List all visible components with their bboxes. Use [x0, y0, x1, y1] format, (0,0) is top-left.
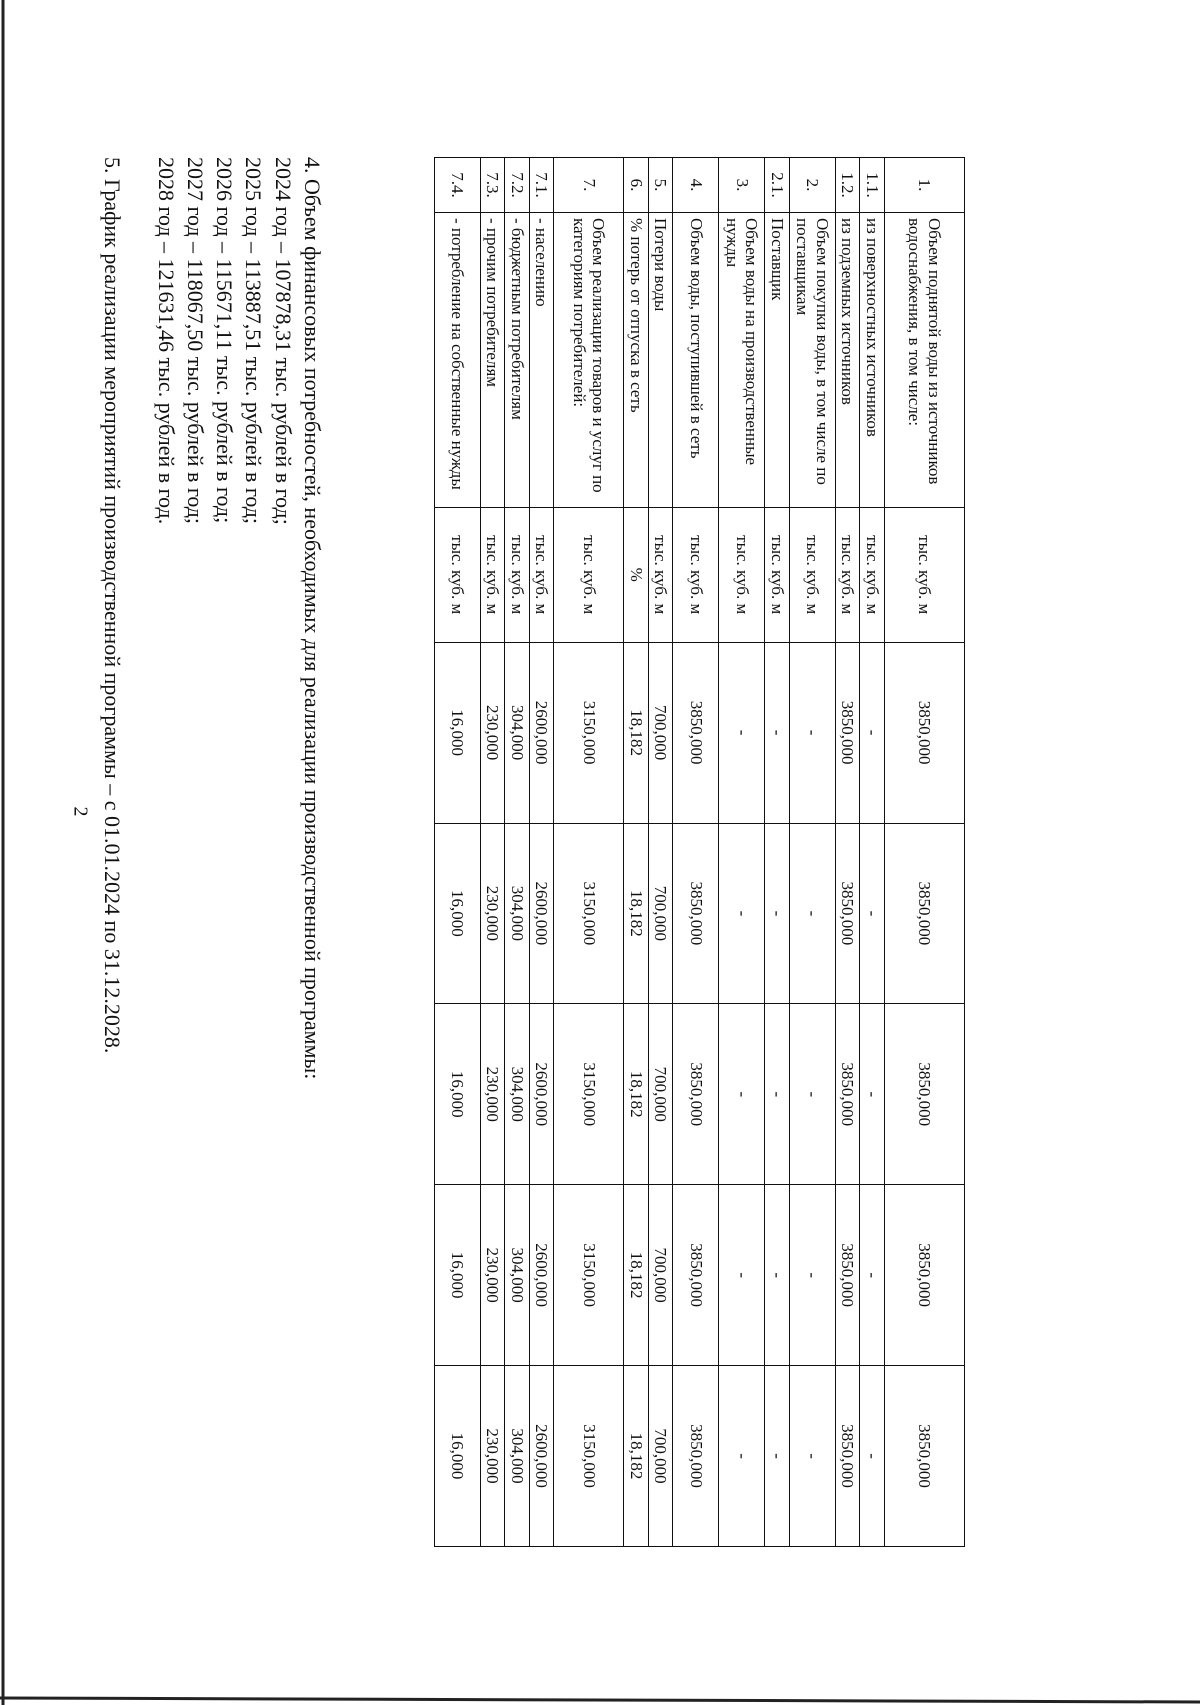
- row-value: -: [765, 642, 790, 823]
- row-name: Объем реализации товаров и услуг по категориям потребителей:: [554, 212, 624, 507]
- row-value: 304,000: [505, 1004, 530, 1185]
- row-name: Объем покупки воды, в том числе по поставщикам: [789, 212, 835, 507]
- row-name: из поверхностных источников: [860, 212, 885, 507]
- financial-line: 2028 год – 121631,46 тыс. рублей в год.: [153, 157, 179, 525]
- row-value: -: [765, 823, 790, 1004]
- row-value: 2600,000: [529, 1004, 554, 1185]
- row-value: 16,000: [434, 1185, 480, 1366]
- row-number: 7.: [554, 158, 624, 213]
- row-value: 230,000: [480, 1004, 505, 1185]
- row-name: Объем поднятой воды из источников водоснабжения, в том числе:: [885, 212, 965, 507]
- row-value: 2600,000: [529, 1185, 554, 1366]
- row-value: 3850,000: [673, 1185, 719, 1366]
- row-value: 18,182: [624, 1004, 649, 1185]
- financial-needs: [152, 157, 328, 1079]
- table-row: [835, 158, 860, 1547]
- row-value: 3850,000: [835, 1004, 860, 1185]
- row-name: % потерь от отпуска в сеть: [624, 212, 649, 507]
- row-value: 3150,000: [554, 823, 624, 1004]
- row-value: -: [860, 1004, 885, 1185]
- row-value: 18,182: [624, 642, 649, 823]
- row-value: 16,000: [434, 1004, 480, 1185]
- row-value: 700,000: [648, 1185, 673, 1366]
- row-value: -: [789, 1366, 835, 1547]
- row-number: 2.1.: [765, 158, 790, 213]
- row-value: 230,000: [480, 823, 505, 1004]
- row-value: 3150,000: [554, 1366, 624, 1547]
- row-value: 3850,000: [673, 642, 719, 823]
- row-unit: тыс. куб. м: [765, 507, 790, 642]
- row-value: 700,000: [648, 1366, 673, 1547]
- row-value: 700,000: [648, 642, 673, 823]
- table-row: [860, 158, 885, 1547]
- row-unit: тыс. куб. м: [719, 507, 765, 642]
- row-unit: тыс. куб. м: [434, 507, 480, 642]
- row-value: -: [789, 642, 835, 823]
- table-row: [673, 158, 719, 1547]
- financial-line: 2027 год – 118067,50 тыс. рублей в год;: [183, 157, 208, 524]
- row-number: 7.1.: [529, 158, 554, 213]
- row-number: 4.: [673, 158, 719, 213]
- row-unit: тыс. куб. м: [673, 507, 719, 642]
- row-value: 16,000: [434, 1366, 480, 1547]
- table-row: [505, 158, 530, 1547]
- row-value: 18,182: [624, 1185, 649, 1366]
- table-row: [648, 158, 673, 1547]
- row-value: 16,000: [434, 823, 480, 1004]
- row-value: 3150,000: [554, 1185, 624, 1366]
- row-name: - бюджетным потребителям: [505, 212, 530, 507]
- row-unit: тыс. куб. м: [554, 507, 624, 642]
- row-value: 700,000: [648, 823, 673, 1004]
- row-value: 2600,000: [529, 823, 554, 1004]
- row-value: -: [860, 1185, 885, 1366]
- row-name: - прочим потребителям: [480, 212, 505, 507]
- row-value: -: [765, 1366, 790, 1547]
- row-value: 3850,000: [673, 1366, 719, 1547]
- financial-heading: 4. Объем финансовых потребностей, необходимых для реализации производственной программы:: [300, 157, 325, 1080]
- row-number: 3.: [719, 158, 765, 213]
- row-name: Потери воды: [648, 212, 673, 507]
- schedule-text: 5. График реализации мероприятий производственной программы – с 01.01.2024 по 31.12.2028.: [100, 157, 125, 1054]
- row-value: 230,000: [480, 1185, 505, 1366]
- row-value: -: [789, 823, 835, 1004]
- page-number: 2: [69, 806, 92, 817]
- financial-line: 2025 год – 113887,51 тыс. рублей в год;: [241, 157, 267, 524]
- table-row: [789, 158, 835, 1547]
- row-name: Поставщик: [765, 212, 790, 507]
- row-value: 3850,000: [885, 1185, 965, 1366]
- row-number: 7.3.: [480, 158, 505, 213]
- row-value: -: [860, 642, 885, 823]
- row-number: 1.: [885, 158, 965, 213]
- row-unit: %: [624, 507, 649, 642]
- row-value: -: [789, 1004, 835, 1185]
- row-value: 230,000: [480, 1366, 505, 1547]
- row-value: -: [789, 1185, 835, 1366]
- row-value: -: [719, 1004, 765, 1185]
- financial-line: 2026 год – 115671,11 тыс. рублей в год;: [212, 157, 238, 524]
- row-value: 3850,000: [885, 1004, 965, 1185]
- financial-line: 2024 год – 107878,31 тыс. рублей в год;: [270, 157, 296, 525]
- row-unit: тыс. куб. м: [789, 507, 835, 642]
- table-row: [885, 158, 965, 1547]
- row-value: 2600,000: [529, 1366, 554, 1547]
- row-value: 3850,000: [835, 642, 860, 823]
- row-name: - населению: [529, 212, 554, 507]
- row-number: 7.4.: [434, 158, 480, 213]
- row-unit: тыс. куб. м: [480, 507, 505, 642]
- row-value: 3150,000: [554, 642, 624, 823]
- rotated-content: [0, 157, 985, 1547]
- row-value: -: [765, 1185, 790, 1366]
- row-value: 18,182: [624, 823, 649, 1004]
- row-name: - потребление на собственные нужды: [434, 212, 480, 507]
- row-value: 3850,000: [835, 1366, 860, 1547]
- row-number: 5.: [648, 158, 673, 213]
- row-value: -: [719, 1366, 765, 1547]
- row-value: 304,000: [505, 823, 530, 1004]
- row-value: 3850,000: [835, 823, 860, 1004]
- row-value: 3850,000: [885, 823, 965, 1004]
- row-number: 6.: [624, 158, 649, 213]
- row-value: 304,000: [505, 1366, 530, 1547]
- row-value: -: [860, 1366, 885, 1547]
- row-value: 304,000: [505, 642, 530, 823]
- table-row: [624, 158, 649, 1547]
- row-number: 7.2.: [505, 158, 530, 213]
- row-value: -: [860, 823, 885, 1004]
- row-value: 3850,000: [885, 642, 965, 823]
- row-value: 304,000: [505, 1185, 530, 1366]
- program-table: [434, 157, 965, 1547]
- row-value: 3850,000: [835, 1185, 860, 1366]
- row-value: 18,182: [624, 1366, 649, 1547]
- row-value: -: [719, 823, 765, 1004]
- row-unit: тыс. куб. м: [860, 507, 885, 642]
- row-number: 2.: [789, 158, 835, 213]
- table-row: [765, 158, 790, 1547]
- row-number: 1.1.: [860, 158, 885, 213]
- row-value: -: [765, 1004, 790, 1185]
- table-row: [434, 158, 480, 1547]
- table-row: [719, 158, 765, 1547]
- table-row: [554, 158, 624, 1547]
- row-value: -: [719, 1185, 765, 1366]
- row-name: Объем воды на производственные нужды: [719, 212, 765, 507]
- row-unit: тыс. куб. м: [648, 507, 673, 642]
- row-number: 1.2.: [835, 158, 860, 213]
- row-value: 2600,000: [529, 642, 554, 823]
- row-value: 16,000: [434, 642, 480, 823]
- table-row: [480, 158, 505, 1547]
- row-unit: тыс. куб. м: [529, 507, 554, 642]
- row-value: 700,000: [648, 1004, 673, 1185]
- row-unit: тыс. куб. м: [835, 507, 860, 642]
- row-name: из подземных источников: [835, 212, 860, 507]
- row-value: 3850,000: [673, 1004, 719, 1185]
- row-value: -: [719, 642, 765, 823]
- table-row: [529, 158, 554, 1547]
- row-value: 3850,000: [673, 823, 719, 1004]
- row-value: 230,000: [480, 642, 505, 823]
- row-unit: тыс. куб. м: [505, 507, 530, 642]
- row-unit: тыс. куб. м: [885, 507, 965, 642]
- row-name: Объем воды, поступившей в сеть: [673, 212, 719, 507]
- row-value: 3150,000: [554, 1004, 624, 1185]
- row-value: 3850,000: [885, 1366, 965, 1547]
